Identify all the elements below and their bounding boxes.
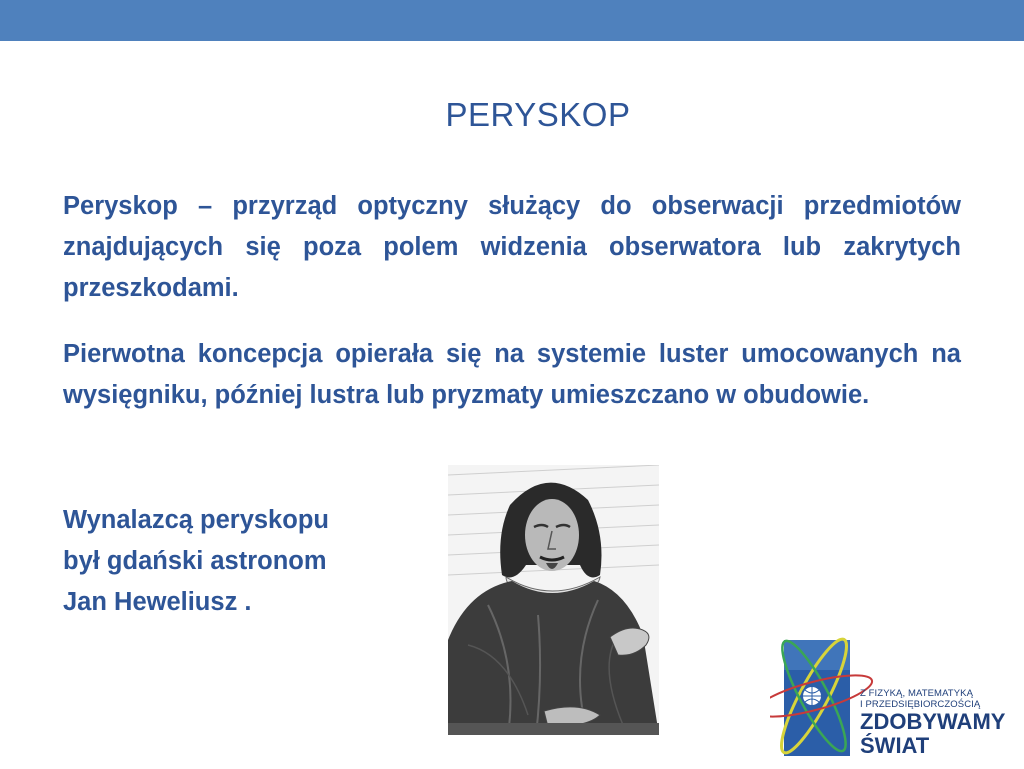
history-paragraph: Pierwotna koncepcja opierała się na systemie luster umocowanych na wysięgniku, później lustra lub pryzmaty umieszczano w obudowie. (63, 340, 961, 409)
logo-tagline-line-2: I PRZEDSIĘBIORCZOŚCIĄ (860, 699, 981, 710)
portrait-engraving (448, 465, 659, 735)
logo-tagline-line-1: Z FIZYKĄ, MATEMATYKĄ (860, 688, 974, 699)
top-accent-bar (0, 0, 1024, 41)
inventor-line-1: Wynalazcą peryskopu (63, 506, 329, 534)
inventor-line-3: Jan Heweliusz . (63, 588, 252, 616)
definition-paragraph: Peryskop – przyrząd optyczny służący do obserwacji przedmiotów znajdujących się poza polem widzenia obserwatora lub zakrytych przeszkodami. (63, 192, 961, 302)
logo-title-line-2: ŚWIAT (860, 733, 930, 758)
heweliusz-portrait (448, 465, 659, 735)
inventor-line-2: był gdański astronom (63, 547, 327, 575)
inventor-text (63, 500, 443, 623)
slide-title: PERYSKOP (445, 96, 631, 133)
logo-title-line-1: ZDOBYWAMY (860, 709, 1006, 734)
